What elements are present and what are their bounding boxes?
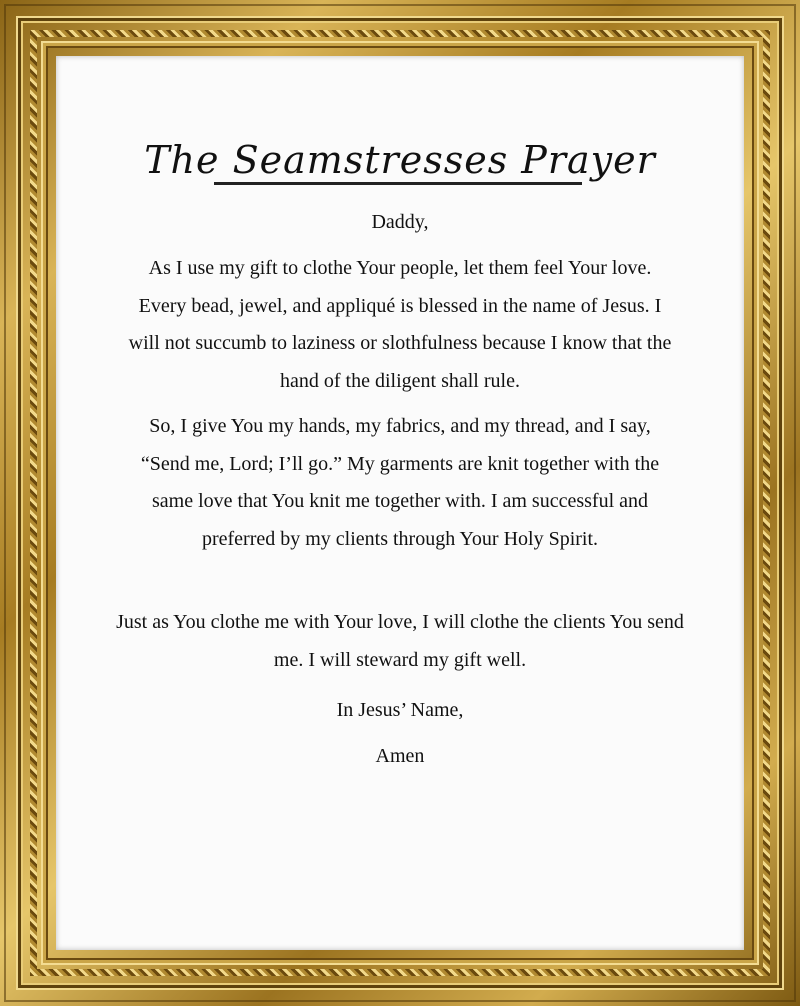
paragraph-3: Just as You clothe me with Your love, I will clothe the clients You send me. I will steward my gift well. — [116, 611, 684, 671]
title-underline — [214, 182, 582, 185]
page-title: The Seamstresses Prayer — [144, 138, 656, 182]
paragraph-2: So, I give You my hands, my fabrics, and my thread, and I say, “Send me, Lord; I’ll go.” My garments are knit together with the same love that You knit me together with. I am successful and preferred by my clients through Your Holy Spirit. — [140, 415, 660, 550]
amen-line: Amen — [375, 745, 425, 767]
closing-line: In Jesus’ Name, — [336, 699, 464, 721]
prayer-page — [56, 56, 744, 950]
salutation: Daddy, — [371, 211, 429, 233]
paragraph-1: As I use my gift to clothe Your people, let them feel Your love. Every bead, jewel, and appliqué is blessed in the name of Jesus. I will not succumb to laziness or slothfulness because I know that the hand of the diligent shall rule. — [128, 257, 672, 392]
